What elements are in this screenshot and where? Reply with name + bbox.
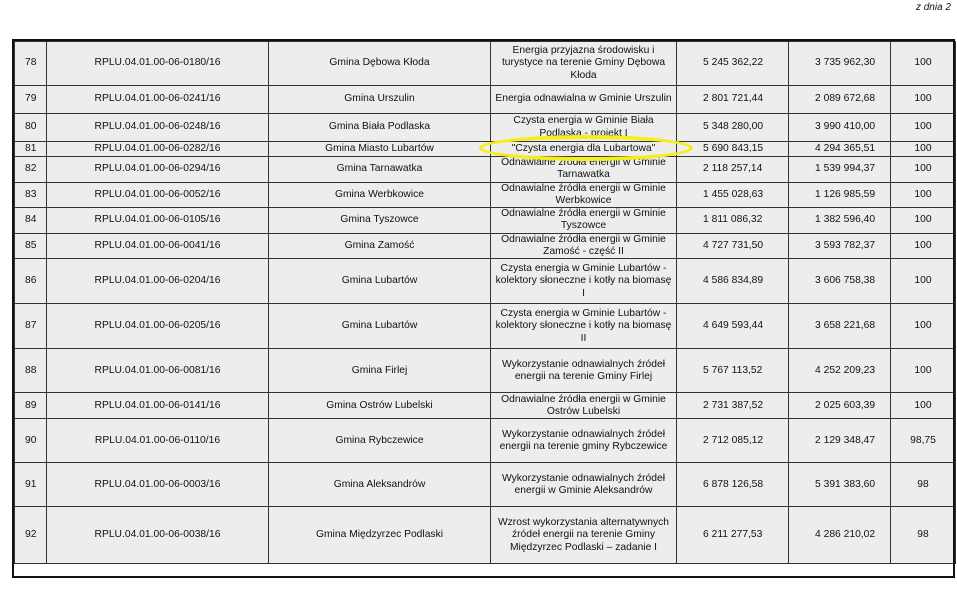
project-title-cell: Energia odnawialna w Gminie Urszulin	[491, 86, 677, 114]
row-number-cell: 91	[15, 463, 47, 507]
table-row	[15, 349, 956, 393]
row-number-cell: 89	[15, 393, 47, 419]
grant-value-cell: 2 025 603,39	[789, 393, 891, 419]
page-note: z dnia 2	[915, 2, 951, 13]
project-title-cell: Czysta energia w Gminie Lubartów - kolektory słoneczne i kotły na biomasę I	[491, 259, 677, 304]
total-value-cell: 4 727 731,50	[677, 233, 789, 259]
total-value-cell: 1 811 086,32	[677, 208, 789, 234]
project-title-cell: Czysta energia w Gminie Biała Podlaska - projekt I	[491, 114, 677, 142]
row-number-cell: 88	[15, 349, 47, 393]
grant-value-cell: 3 593 782,37	[789, 233, 891, 259]
project-code-cell: RPLU.04.01.00-06-0282/16	[47, 142, 269, 157]
project-title-cell: Odnawialne źródła energii w Gminie Werbkowice	[491, 182, 677, 208]
total-value-cell: 2 731 387,52	[677, 393, 789, 419]
grant-value-cell: 3 735 962,30	[789, 42, 891, 86]
score-cell: 98	[891, 507, 956, 564]
project-title-cell: Odnawialne źródła energii w Gminie Zamość - część II	[491, 233, 677, 259]
total-value-cell: 4 649 593,44	[677, 304, 789, 349]
project-title-cell: Wykorzystanie odnawialnych źródeł energii na terenie Gminy Firlej	[491, 349, 677, 393]
row-number-cell: 80	[15, 114, 47, 142]
project-code-cell: RPLU.04.01.00-06-0081/16	[47, 349, 269, 393]
row-number-cell: 82	[15, 157, 47, 183]
grant-value-cell: 3 658 221,68	[789, 304, 891, 349]
project-title-cell: Wzrost wykorzystania alternatywnych źródeł energii na terenie Gminy Międzyrzec Podlaski – zadanie I	[491, 507, 677, 564]
beneficiary-cell: Gmina Międzyrzec Podlaski	[269, 507, 491, 564]
project-title-cell: Energia przyjazna środowisku i turystyce na terenie Gminy Dębowa Kłoda	[491, 42, 677, 86]
total-value-cell: 2 118 257,14	[677, 157, 789, 183]
project-title-cell: Wykorzystanie odnawialnych źródeł energii w Gminie Aleksandrów	[491, 463, 677, 507]
grant-value-cell: 2 089 672,68	[789, 86, 891, 114]
score-cell: 100	[891, 114, 956, 142]
total-value-cell: 5 245 362,22	[677, 42, 789, 86]
beneficiary-cell: Gmina Biała Podlaska	[269, 114, 491, 142]
project-code-cell: RPLU.04.01.00-06-0041/16	[47, 233, 269, 259]
row-number-cell: 78	[15, 42, 47, 86]
score-cell: 100	[891, 259, 956, 304]
project-code-cell: RPLU.04.01.00-06-0180/16	[47, 42, 269, 86]
project-code-cell: RPLU.04.01.00-06-0003/16	[47, 463, 269, 507]
score-cell: 100	[891, 393, 956, 419]
score-cell: 100	[891, 86, 956, 114]
score-cell: 100	[891, 182, 956, 208]
total-value-cell: 2 801 721,44	[677, 86, 789, 114]
table-row	[15, 393, 956, 419]
project-code-cell: RPLU.04.01.00-06-0294/16	[47, 157, 269, 183]
project-code-cell: RPLU.04.01.00-06-0241/16	[47, 86, 269, 114]
project-title-cell: Czysta energia w Gminie Lubartów - kolektory słoneczne i kotły na biomasę II	[491, 304, 677, 349]
total-value-cell: 4 586 834,89	[677, 259, 789, 304]
grant-value-cell: 1 382 596,40	[789, 208, 891, 234]
beneficiary-cell: Gmina Tyszowce	[269, 208, 491, 234]
beneficiary-cell: Gmina Firlej	[269, 349, 491, 393]
grant-value-cell: 1 539 994,37	[789, 157, 891, 183]
beneficiary-cell: Gmina Aleksandrów	[269, 463, 491, 507]
projects-table-wrapper	[14, 41, 955, 564]
row-number-cell: 86	[15, 259, 47, 304]
grant-value-cell: 3 990 410,00	[789, 114, 891, 142]
grant-value-cell: 2 129 348,47	[789, 419, 891, 463]
table-row	[15, 42, 956, 86]
projects-table-body	[15, 42, 956, 564]
score-cell: 100	[891, 208, 956, 234]
total-value-cell: 5 690 843,15	[677, 142, 789, 157]
score-cell: 98,75	[891, 419, 956, 463]
beneficiary-cell: Gmina Miasto Lubartów	[269, 142, 491, 157]
beneficiary-cell: Gmina Tarnawatka	[269, 157, 491, 183]
project-code-cell: RPLU.04.01.00-06-0052/16	[47, 182, 269, 208]
project-title-cell: Wykorzystanie odnawialnych źródeł energii na terenie gminy Rybczewice	[491, 419, 677, 463]
table-row	[15, 142, 956, 157]
table-row	[15, 259, 956, 304]
project-code-cell: RPLU.04.01.00-06-0105/16	[47, 208, 269, 234]
grant-value-cell: 4 294 365,51	[789, 142, 891, 157]
score-cell: 100	[891, 233, 956, 259]
table-row	[15, 208, 956, 234]
grant-value-cell: 4 286 210,02	[789, 507, 891, 564]
row-number-cell: 92	[15, 507, 47, 564]
row-number-cell: 90	[15, 419, 47, 463]
grant-value-cell: 1 126 985,59	[789, 182, 891, 208]
total-value-cell: 6 878 126,58	[677, 463, 789, 507]
project-title-cell: Odnawialne źródła energii w Gminie Tyszowce	[491, 208, 677, 234]
table-row	[15, 304, 956, 349]
beneficiary-cell: Gmina Lubartów	[269, 259, 491, 304]
row-number-cell: 81	[15, 142, 47, 157]
total-value-cell: 2 712 085,12	[677, 419, 789, 463]
table-row	[15, 419, 956, 463]
score-cell: 100	[891, 349, 956, 393]
project-code-cell: RPLU.04.01.00-06-0141/16	[47, 393, 269, 419]
row-number-cell: 79	[15, 86, 47, 114]
grant-value-cell: 3 606 758,38	[789, 259, 891, 304]
beneficiary-cell: Gmina Werbkowice	[269, 182, 491, 208]
table-row	[15, 86, 956, 114]
row-number-cell: 85	[15, 233, 47, 259]
project-code-cell: RPLU.04.01.00-06-0248/16	[47, 114, 269, 142]
project-title-cell: Odnawialne źródła energii w Gminie Tarnawatka	[491, 157, 677, 183]
beneficiary-cell: Gmina Ostrów Lubelski	[269, 393, 491, 419]
total-value-cell: 5 767 113,52	[677, 349, 789, 393]
score-cell: 100	[891, 304, 956, 349]
total-value-cell: 6 211 277,53	[677, 507, 789, 564]
projects-table	[14, 41, 956, 564]
table-row	[15, 182, 956, 208]
beneficiary-cell: Gmina Dębowa Kłoda	[269, 42, 491, 86]
project-title-cell: Odnawialne źródła energii w Gminie Ostrów Lubelski	[491, 393, 677, 419]
grant-value-cell: 5 391 383,60	[789, 463, 891, 507]
table-row	[15, 463, 956, 507]
beneficiary-cell: Gmina Zamość	[269, 233, 491, 259]
table-row	[15, 233, 956, 259]
project-title-cell: "Czysta energia dla Lubartowa"	[491, 142, 677, 157]
beneficiary-cell: Gmina Lubartów	[269, 304, 491, 349]
score-cell: 100	[891, 142, 956, 157]
table-row	[15, 507, 956, 564]
row-number-cell: 87	[15, 304, 47, 349]
grant-value-cell: 4 252 209,23	[789, 349, 891, 393]
total-value-cell: 5 348 280,00	[677, 114, 789, 142]
total-value-cell: 1 455 028,63	[677, 182, 789, 208]
beneficiary-cell: Gmina Urszulin	[269, 86, 491, 114]
row-number-cell: 84	[15, 208, 47, 234]
table-row	[15, 114, 956, 142]
score-cell: 100	[891, 157, 956, 183]
beneficiary-cell: Gmina Rybczewice	[269, 419, 491, 463]
project-code-cell: RPLU.04.01.00-06-0110/16	[47, 419, 269, 463]
score-cell: 100	[891, 42, 956, 86]
project-code-cell: RPLU.04.01.00-06-0204/16	[47, 259, 269, 304]
score-cell: 98	[891, 463, 956, 507]
row-number-cell: 83	[15, 182, 47, 208]
project-code-cell: RPLU.04.01.00-06-0205/16	[47, 304, 269, 349]
project-code-cell: RPLU.04.01.00-06-0038/16	[47, 507, 269, 564]
table-row	[15, 157, 956, 183]
